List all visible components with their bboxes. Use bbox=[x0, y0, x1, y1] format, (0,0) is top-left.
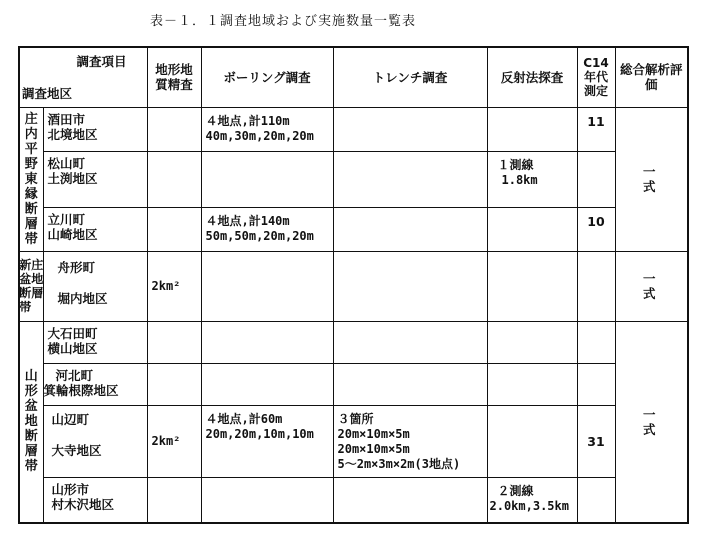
table-row bbox=[19, 321, 688, 363]
table-row bbox=[19, 405, 688, 477]
topo-cell: 2km² bbox=[147, 251, 201, 321]
location-cell: 立川町 山崎地区 bbox=[43, 207, 147, 251]
header-c14: C14年代測定 bbox=[577, 47, 615, 107]
location-cell: 山形市 村木沢地区 bbox=[43, 477, 147, 523]
c14-cell bbox=[577, 151, 615, 207]
location-cell: 松山町 土渕地区 bbox=[43, 151, 147, 207]
seismic-cell: ２測線 2.0km,3.5km bbox=[487, 477, 577, 523]
location-cell: 大石田町 横山地区 bbox=[43, 321, 147, 363]
trench-cell bbox=[333, 321, 487, 363]
header-boring: ボーリング調査 bbox=[201, 47, 333, 107]
c14-cell: 11 bbox=[577, 107, 615, 151]
trench-cell bbox=[333, 363, 487, 405]
topo-cell bbox=[147, 207, 201, 251]
boring-cell: ４地点,計60m 20m,20m,10m,10m bbox=[201, 405, 333, 477]
c14-cell: 31 bbox=[577, 405, 615, 477]
table-row bbox=[19, 363, 688, 405]
group-name: 庄内平野東縁断層帯 bbox=[19, 107, 43, 251]
seismic-cell bbox=[487, 207, 577, 251]
group-name: 山形盆地断層帯 bbox=[19, 321, 43, 523]
seismic-cell bbox=[487, 107, 577, 151]
table-caption: 表－１．１調査地域および実施数量一覧表 bbox=[150, 14, 417, 29]
seismic-cell bbox=[487, 363, 577, 405]
header-corner bbox=[19, 47, 147, 107]
group-name-col: 新盆断帯 bbox=[19, 258, 32, 314]
boring-cell: ４地点,計110m 40m,30m,20m,20m bbox=[201, 107, 333, 151]
c14-cell bbox=[577, 321, 615, 363]
eval-cell: 一 式 bbox=[615, 107, 688, 251]
survey-table bbox=[18, 46, 697, 524]
trench-cell bbox=[333, 477, 487, 523]
trench-cell bbox=[333, 107, 487, 151]
c14-cell: 10 bbox=[577, 207, 615, 251]
table-row bbox=[19, 107, 688, 151]
header-item: 調査項目 bbox=[76, 54, 127, 69]
table-row bbox=[19, 151, 688, 207]
topo-cell bbox=[147, 107, 201, 151]
location-cell: 舟形町 堀内地区 bbox=[43, 251, 147, 321]
trench-cell bbox=[333, 207, 487, 251]
header-row bbox=[19, 47, 688, 107]
header-eval: 総合解析評 価 bbox=[615, 47, 688, 107]
seismic-cell: １測線 1.8km bbox=[487, 151, 577, 207]
trench-cell bbox=[333, 251, 487, 321]
topo-cell bbox=[147, 321, 201, 363]
eval-cell: 一 式 bbox=[615, 321, 688, 523]
location-cell: 山辺町 大寺地区 bbox=[43, 405, 147, 477]
topo-cell bbox=[147, 363, 201, 405]
topo-cell: 2km² bbox=[147, 405, 201, 477]
group-name-col: 庄地層 bbox=[31, 258, 44, 300]
boring-cell bbox=[201, 321, 333, 363]
header-region: 調査地区 bbox=[22, 85, 73, 101]
table-row bbox=[19, 207, 688, 251]
c14-cell bbox=[577, 363, 615, 405]
boring-cell bbox=[201, 151, 333, 207]
topo-cell bbox=[147, 477, 201, 523]
trench-cell: ３箇所 20m×10m×5m 20m×10m×5m 5～2m×3m×2m(3地点) bbox=[333, 405, 487, 477]
header-seismic: 反射法探査 bbox=[487, 47, 577, 107]
boring-cell: ４地点,計140m 50m,50m,20m,20m bbox=[201, 207, 333, 251]
boring-cell bbox=[201, 363, 333, 405]
header-trench: トレンチ調査 bbox=[333, 47, 487, 107]
table-row bbox=[19, 477, 688, 523]
header-topo: 地形地質精査 bbox=[147, 47, 201, 107]
seismic-cell bbox=[487, 405, 577, 477]
location-cell: 河北町 箕輪根際地区 bbox=[43, 363, 147, 405]
topo-cell bbox=[147, 151, 201, 207]
location-cell: 酒田市 北境地区 bbox=[43, 107, 147, 151]
table-row bbox=[19, 251, 688, 321]
seismic-cell bbox=[487, 321, 577, 363]
trench-cell bbox=[333, 151, 487, 207]
c14-cell bbox=[577, 251, 615, 321]
eval-cell: 一 式 bbox=[615, 251, 688, 321]
boring-cell bbox=[201, 251, 333, 321]
boring-cell bbox=[201, 477, 333, 523]
seismic-cell bbox=[487, 251, 577, 321]
group-name bbox=[19, 251, 43, 321]
c14-cell bbox=[577, 477, 615, 523]
